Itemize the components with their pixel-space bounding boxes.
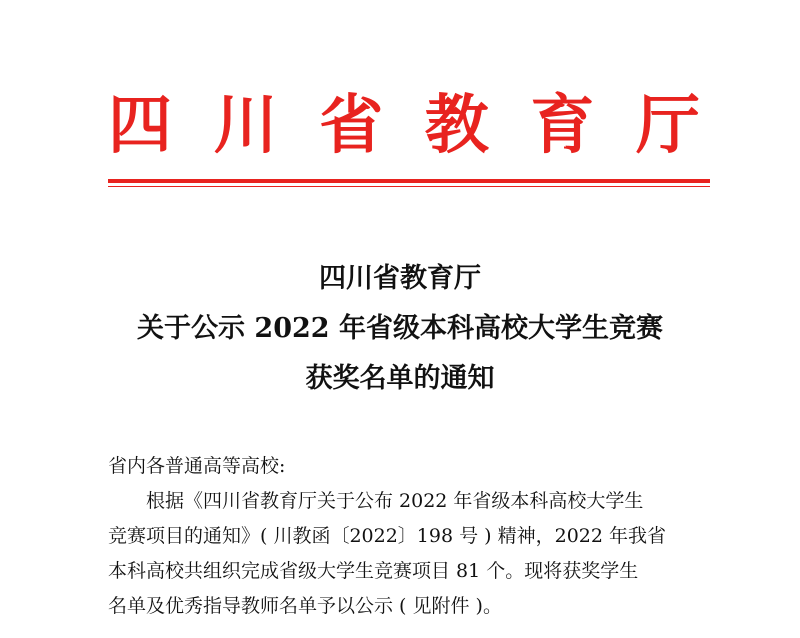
letterhead-divider-thin <box>108 186 710 187</box>
notice-title <box>0 254 800 404</box>
notice-title-line: 四川省教育厅 <box>319 263 481 294</box>
notice-title-line: 获奖名单的通知 <box>305 363 495 394</box>
paragraph-line: 名单及优秀指导教师名单予以公示 ( 见附件 )。 <box>108 595 502 617</box>
letterhead-char: 四 <box>108 88 172 163</box>
letterhead-title <box>108 88 700 164</box>
paragraph-line: 本科高校共组织完成省级大学生竞赛项目 81 个。现将获奖学生 <box>108 560 639 582</box>
salutation: 省内各普通高等高校: <box>108 455 286 477</box>
letterhead-char: 厅 <box>635 88 700 163</box>
letterhead-divider <box>108 179 710 183</box>
paragraph-line: 根据《四川省教育厅关于公布 2022 年省级本科高校大学生 <box>146 490 644 512</box>
notice-title-line: 关于公示 2022 年省级本科高校大学生竞赛 <box>137 313 663 344</box>
letterhead-char: 省 <box>319 88 384 163</box>
letterhead-char: 育 <box>530 88 595 163</box>
letterhead-char: 教 <box>424 88 489 163</box>
letterhead-char: 川 <box>213 88 278 163</box>
paragraph-line: 竞赛项目的通知》( 川教函〔2022〕198 号 ) 精神，2022 年我省 <box>108 525 666 547</box>
notice-body <box>108 448 698 624</box>
